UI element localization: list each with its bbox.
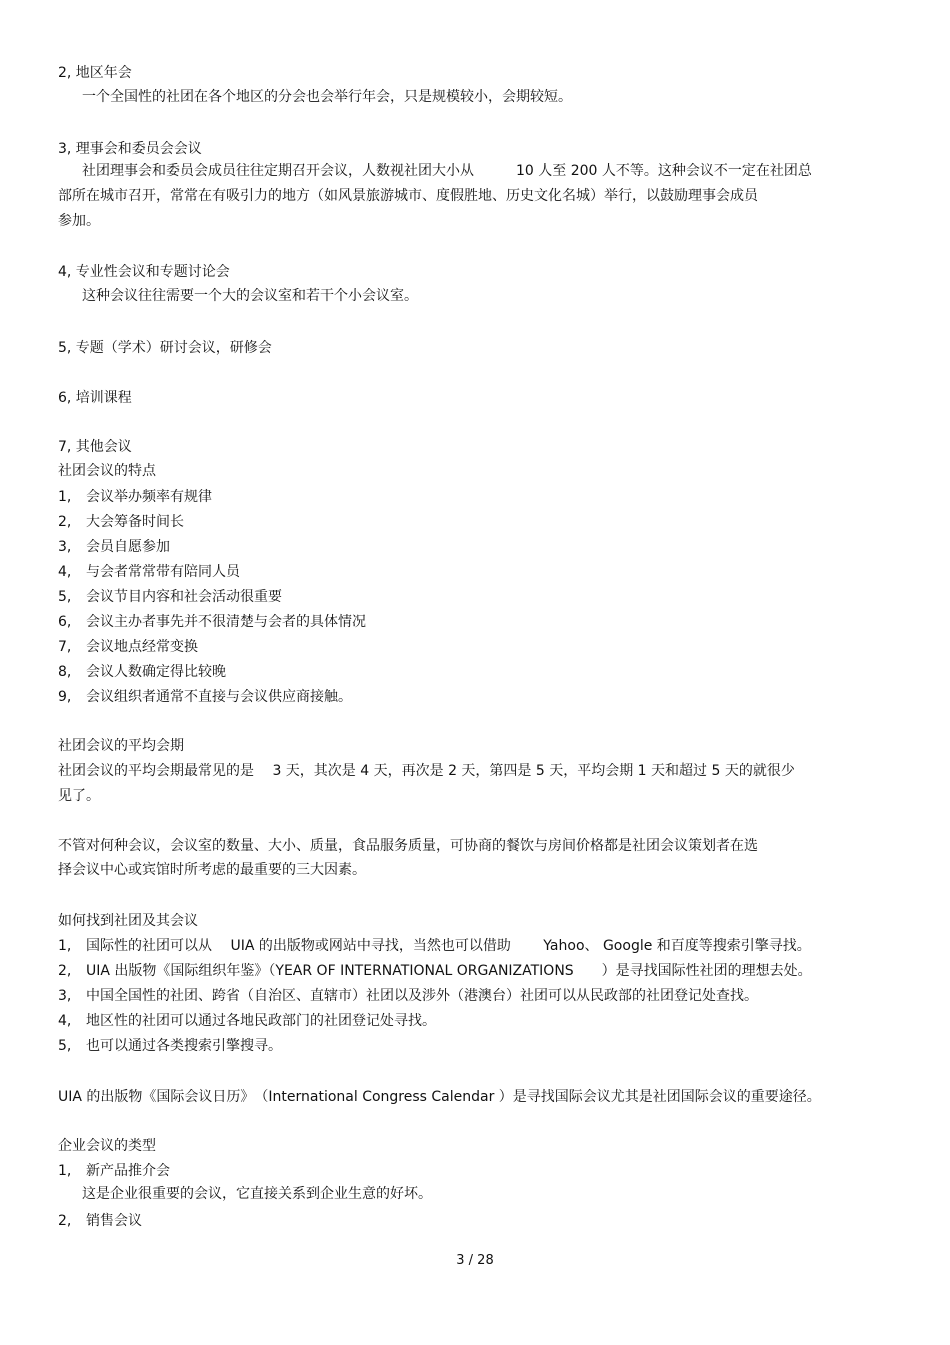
- list-item: 3, 会员自愿参加: [58, 539, 170, 555]
- list-item: 1, 会议举办频率有规律: [58, 489, 212, 505]
- section-4-text: 这种会议往往需要一个大的会议室和若干个小会议室。: [82, 288, 418, 304]
- list-item: 7, 会议地点经常变换: [58, 639, 198, 655]
- duration-line2: 见了。: [58, 788, 100, 804]
- section-2-heading: 2, 地区年会: [58, 65, 132, 81]
- section-3-heading: 3, 理事会和委员会会议: [58, 141, 202, 157]
- section-5-heading: 5, 专题（学术）研讨会议，研修会: [58, 340, 272, 356]
- list-item: 8, 会议人数确定得比较晚: [58, 664, 226, 680]
- list-item: 2, 销售会议: [58, 1213, 142, 1229]
- page-number: 3 / 28: [456, 1253, 494, 1268]
- list-item: 2, UIA 出版物《国际组织年鉴》（YEAR OF INTERNATIONAL ORGANIZATIONS ）是寻找国际性社团的理想去处。: [58, 963, 812, 979]
- list-item: 2, 大会筹备时间长: [58, 514, 184, 530]
- enterprise-item1-desc: 这是企业很重要的会议，它直接关系到企业生意的好坏。: [82, 1186, 432, 1202]
- list-item: 5, 会议节目内容和社会活动很重要: [58, 589, 282, 605]
- list-item: 9, 会议组织者通常不直接与会议供应商接触。: [58, 689, 352, 705]
- section-4-heading: 4, 专业性会议和专题讨论会: [58, 264, 230, 280]
- uia-note: UIA 的出版物《国际会议日历》 （International Congress Calendar ）是寻找国际会议尤其是社团国际会议的重要途径。: [58, 1089, 821, 1105]
- list-item: 5, 也可以通过各类搜索引擎搜寻。: [58, 1038, 282, 1054]
- section-2-text: 一个全国性的社团在各个地区的分会也会举行年会，只是规模较小，会期较短。: [82, 89, 572, 105]
- section-3-line2: 部所在城市召开，常常在有吸引力的地方（如风景旅游城市、度假胜地、历史文化名城）举行，以鼓励理事会成员: [58, 188, 758, 204]
- list-item: 4, 与会者常常带有陪同人员: [58, 564, 240, 580]
- section-3-line1: 社团理事会和委员会成员往往定期召开会议，人数视社团大小从 10 人至 200 人不等。这种会议不一定在社团总: [82, 163, 812, 179]
- section-7-heading: 7, 其他会议: [58, 439, 132, 455]
- section-6-heading: 6, 培训课程: [58, 390, 132, 406]
- duration-line1: 社团会议的平均会期最常见的是 3 天，其次是 4 天，再次是 2 天，第四是 5 天，平均会期 1 天和超过 5 天的就很少: [58, 763, 795, 779]
- features-title: 社团会议的特点: [58, 463, 156, 479]
- enterprise-title: 企业会议的类型: [58, 1138, 156, 1154]
- find-title: 如何找到社团及其会议: [58, 913, 198, 929]
- list-item: 6, 会议主办者事先并不很清楚与会者的具体情况: [58, 614, 366, 630]
- section-3-line3: 参加。: [58, 213, 100, 229]
- duration-title: 社团会议的平均会期: [58, 738, 184, 754]
- list-item: 4, 地区性的社团可以通过各地民政部门的社团登记处寻找。: [58, 1013, 436, 1029]
- factors-line2: 择会议中心或宾馆时所考虑的最重要的三大因素。: [58, 862, 366, 878]
- list-item: 1, 新产品推介会: [58, 1163, 170, 1179]
- list-item: 1, 国际性的社团可以从 UIA 的出版物或网站中寻找，当然也可以借助 Yahoo、 Google 和百度等搜索引擎寻找。: [58, 938, 811, 954]
- list-item: 3, 中国全国性的社团、跨省（自治区、直辖市）社团以及涉外（港澳台）社团可以从民政部的社团登记处查找。: [58, 988, 758, 1004]
- factors-line1: 不管对何种会议，会议室的数量、大小、质量，食品服务质量，可协商的餐饮与房间价格都是社团会议策划者在选: [58, 838, 758, 854]
